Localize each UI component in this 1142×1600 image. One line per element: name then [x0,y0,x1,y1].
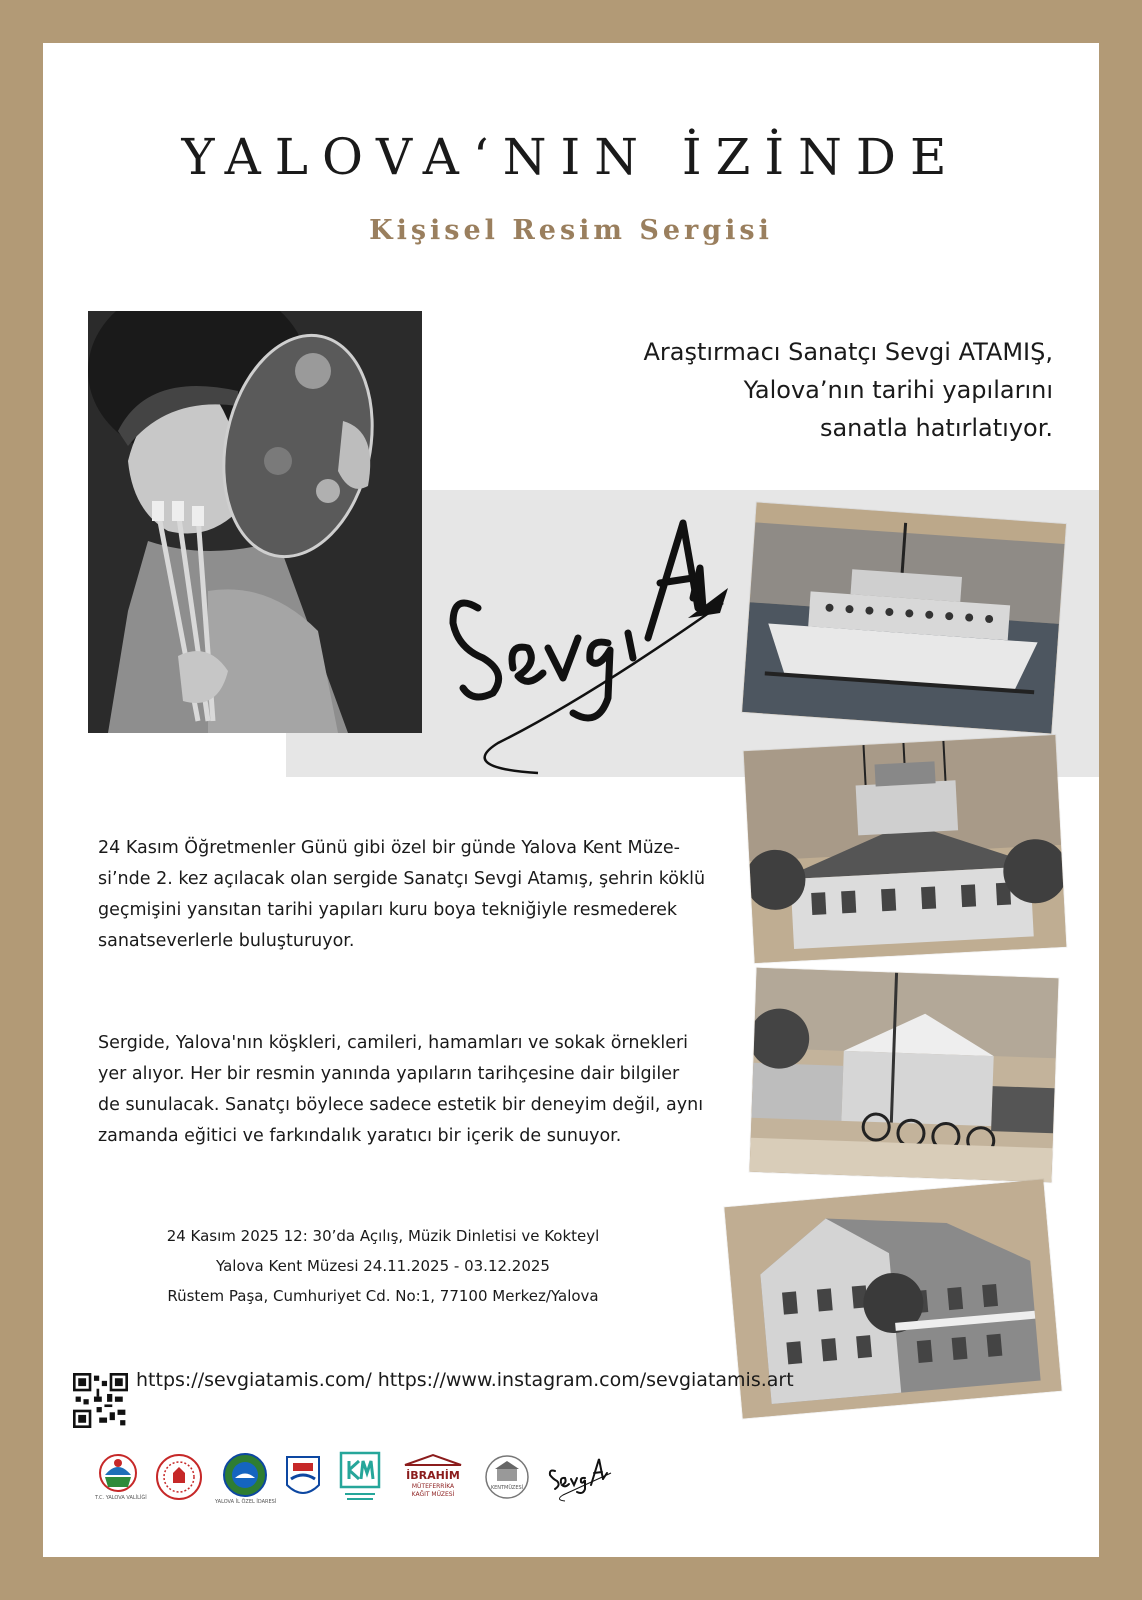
ibrahim-label: İBRAHİM [406,1469,460,1482]
paragraph-1-line-1: 24 Kasım Öğretmenler Günü gibi özel bir günde Yalova Kent Müze- [98,838,680,858]
paragraph-1 [98,833,718,957]
intro-line-2: Yalova’nın tarihi yapılarını [743,376,1053,404]
page-title: YALOVA‘NIN İZİNDE [181,128,961,186]
artwork-station [744,735,1067,963]
km-museum-logo [337,1451,383,1507]
square-drawing [750,968,1059,1182]
belediye-logo [283,1451,323,1507]
qr-code-icon[interactable] [73,1373,128,1428]
il-ozel-idaresi-label: YALOVA İL ÖZEL İDARESİ [215,1499,277,1505]
artwork-square [750,968,1059,1182]
artist-portrait-photo [88,311,422,733]
paragraph-2 [98,1028,718,1152]
sponsor-logos [95,1451,655,1511]
portrait-illustration [88,311,422,733]
intro-text [513,333,1053,447]
intro-line-1: Araştırmacı Sanatçı Sevgi ATAMIŞ, [643,338,1053,366]
paragraph-1-line-3: geçmişini yansıtan tarihi yapıları kuru boya tekniğiyle resmederek [98,900,678,920]
kent-muzesi-logo [483,1451,531,1507]
event-details [163,1221,603,1311]
event-address: Rüstem Paşa, Cumhuriyet Cd. No:1, 77100 Merkez/Yalova [167,1287,599,1305]
kultur-turizm-logo [153,1451,205,1507]
station-drawing [744,735,1067,963]
paragraph-2-line-3: de sunulacak. Sanatçı böylece sadece estetik bir deneyim değil, aynı [98,1095,704,1115]
paragraph-2-line-2: yer alıyor. Her bir resmin yanında yapıların tarihçesine dair bilgiler [98,1064,680,1084]
ferry-drawing [742,502,1066,733]
page-subtitle: Kişisel Resim Sergisi [369,215,773,246]
kent-muzesi-label: KENTMÜZESİ [490,1485,524,1491]
event-opening: 24 Kasım 2025 12: 30’da Açılış, Müzik Dinletisi ve Kokteyl [166,1227,600,1245]
paragraph-2-line-4: zamanda eğitici ve farkındalık yaratıcı bir içerik de sunuyor. [98,1126,622,1146]
event-venue-dates: Yalova Kent Müzesi 24.11.2025 - 03.12.2025 [216,1257,550,1275]
poster [43,43,1099,1557]
muteferrika-label: MÜTEFERRİKA [411,1483,455,1490]
paragraph-1-line-2: si’nde 2. kez açılacak olan sergide Sanatçı Sevgi Atamış, şehrin köklü [98,869,706,889]
paragraph-1-line-4: sanatseverlerle buluşturuyor. [98,931,355,951]
paragraph-2-line-1: Sergide, Yalova'nın köşkleri, camileri, hamamları ve sokak örnekleri [98,1033,689,1053]
kagit-muzesi-label: KAĞIT MÜZESİ [411,1491,455,1498]
website-links[interactable]: https://sevgiatamis.com/ https://www.instagram.com/sevgiatamis.art [136,1369,794,1391]
artist-signature [438,498,728,778]
sevgi-atamis-small-signature [545,1451,615,1507]
yalova-valiligi-label: T.C. YALOVA VALİLİĞİ [95,1495,147,1501]
intro-line-3: sanatla hatırlatıyor. [819,414,1053,442]
artwork-ferry [742,502,1066,733]
